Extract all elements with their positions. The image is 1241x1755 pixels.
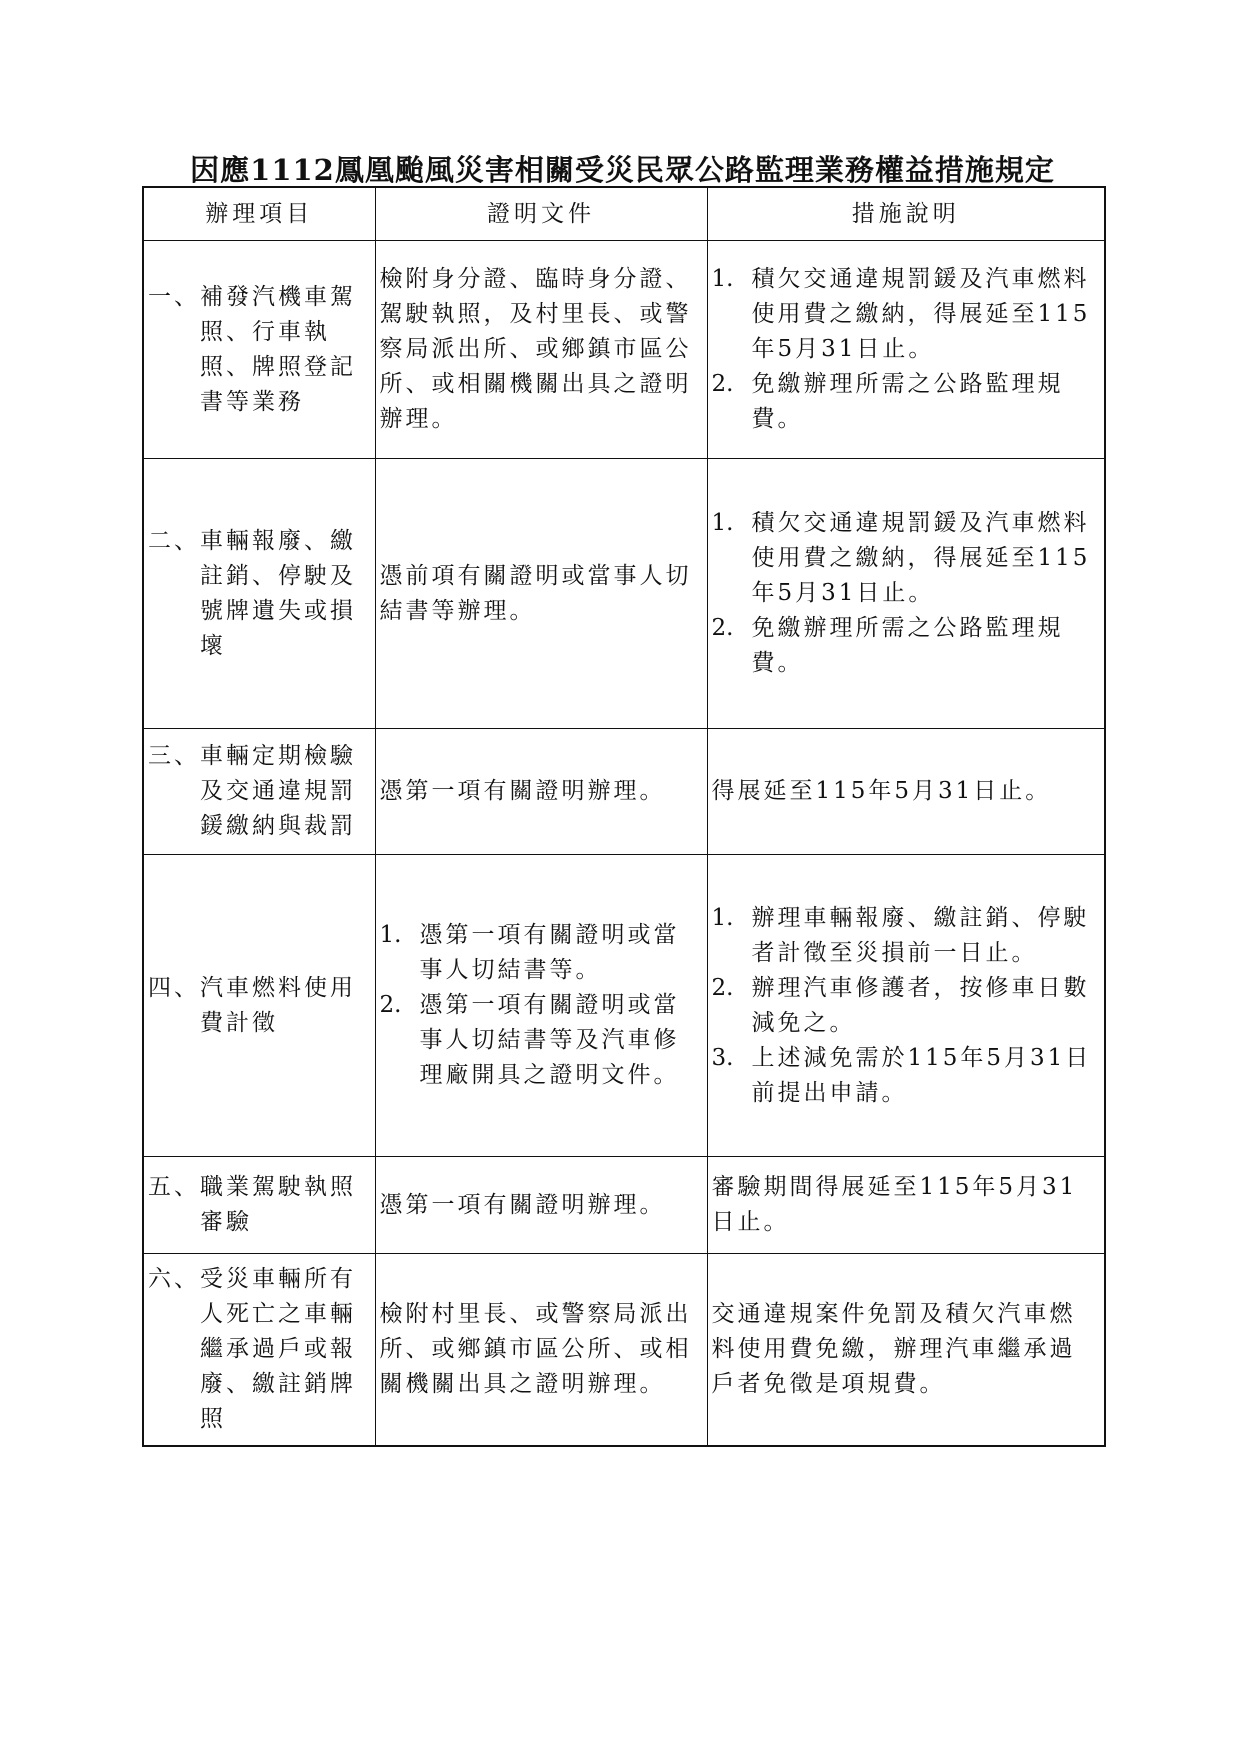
table-row: [143, 459, 1105, 729]
header-item: 辦理項目: [143, 187, 375, 241]
measures-table: [142, 186, 1106, 1447]
docs-cell: [375, 855, 707, 1157]
notes-cell: [707, 855, 1105, 1157]
notes-cell: [707, 1254, 1105, 1446]
item-cell: [143, 1254, 375, 1446]
list-item: 2. 免繳辦理所需之公路監理規費。: [711, 615, 1064, 676]
table-row: [143, 241, 1105, 459]
item-text: 車輛報廢、繳註銷、停駛及號牌遺失或損壞: [200, 527, 356, 659]
docs-text: 憑第一項有關證明辦理。: [379, 1191, 666, 1218]
table-row: [143, 855, 1105, 1157]
item-number: 六、: [148, 1265, 200, 1292]
item-text: 補發汽機車駕照、行車執照、牌照登記書等業務: [200, 283, 356, 415]
item-text: 職業駕駛執照審驗: [200, 1174, 356, 1235]
item-cell: [143, 241, 375, 459]
item-text: 受災車輛所有人死亡之車輛繼承過戶或報廢、繳註銷牌照: [200, 1265, 356, 1432]
table-row: [143, 729, 1105, 855]
header-docs: 證明文件: [375, 187, 707, 241]
notes-cell: [707, 729, 1105, 855]
item-cell: [143, 855, 375, 1157]
list-item: 1. 辦理車輛報廢、繳註銷、停駛者計徵至災損前一日止。: [711, 904, 1090, 966]
list-item: 1. 積欠交通違規罰鍰及汽車燃料使用費之繳納，得展延至115年5月31日止。: [711, 266, 1091, 362]
item-number: 四、: [148, 974, 200, 1001]
list-item: 1. 憑第一項有關證明或當事人切結書等。: [379, 922, 680, 983]
docs-cell: [375, 241, 707, 459]
docs-text: 憑第一項有關證明辦理。: [379, 778, 666, 804]
notes-cell: [707, 241, 1105, 459]
notes-text: 交通違規案件免罰及積欠汽車燃料使用費免繳，辦理汽車繼承過戶者免徵是項規費。: [711, 1300, 1076, 1397]
docs-cell: [375, 1157, 707, 1254]
list-item: 3. 上述減免需於115年5月31日前提出申請。: [711, 1044, 1092, 1106]
notes-cell: [707, 1157, 1105, 1254]
notes-text: 得展延至115年5月31日止。: [711, 778, 1052, 804]
list-item: 2. 憑第一項有關證明或當事人切結書等及汽車修理廠開具之證明文件。: [379, 992, 680, 1088]
table-row: [143, 1157, 1105, 1254]
item-number: 五、: [148, 1174, 200, 1200]
item-number: 一、: [148, 283, 200, 310]
item-cell: [143, 459, 375, 729]
docs-text: 檢附身分證、臨時身分證、駕駛執照，及村里長、或警察局派出所、或鄉鎮市區公所、或相關機關出具之證明辦理。: [379, 266, 692, 432]
docs-cell: [375, 459, 707, 729]
notes-text: 審驗期間得展延至115年5月31日止。: [711, 1174, 1078, 1235]
item-cell: [143, 1157, 375, 1254]
item-number: 三、: [148, 743, 200, 769]
list-item: 1. 積欠交通違規罰鍰及汽車燃料使用費之繳納，得展延至115年5月31日止。: [711, 510, 1091, 606]
page-title: 因應1112鳳凰颱風災害相關受災民眾公路監理業務權益措施規定: [190, 153, 1055, 187]
notes-cell: [707, 459, 1105, 729]
item-cell: [143, 729, 375, 855]
table-row: [143, 1254, 1105, 1446]
docs-cell: [375, 729, 707, 855]
item-text: 汽車燃料使用費計徵: [200, 974, 356, 1036]
header-notes: 措施說明: [707, 187, 1105, 241]
docs-text: 憑前項有關證明或當事人切結書等辦理。: [379, 562, 692, 624]
item-text: 車輛定期檢驗及交通違規罰鍰繳納與裁罰: [200, 743, 356, 839]
docs-text: 檢附村里長、或警察局派出所、或鄉鎮市區公所、或相關機關出具之證明辦理。: [379, 1300, 692, 1397]
list-item: 2. 辦理汽車修護者，按修車日數減免之。: [711, 974, 1090, 1036]
docs-cell: [375, 1254, 707, 1446]
table-header-row: [143, 187, 1105, 241]
item-number: 二、: [148, 527, 200, 554]
list-item: 2. 免繳辦理所需之公路監理規費。: [711, 371, 1064, 432]
